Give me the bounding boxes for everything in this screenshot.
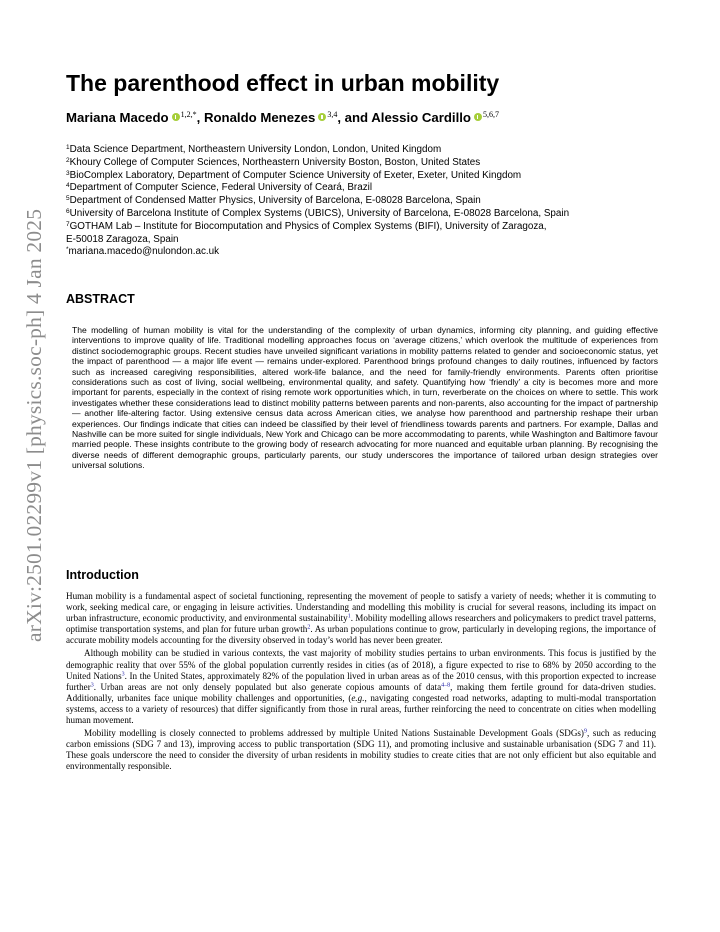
paragraph [66,591,656,646]
affiliation-mark: 5 [66,195,70,203]
orcid-icon[interactable] [318,113,326,121]
paper-title: The parenthood effect in urban mobility [66,70,500,96]
citation-link[interactable]: 4–8 [441,682,451,689]
affiliation-text: BioComplex Laboratory, Department of Computer Science University of Exeter, Exeter, United Kingdom [69,169,522,181]
corresponding-email [66,246,666,259]
text-run: , such as reducing carbon emissions (SDG 7 and 13), improving access to public transportation (SDG 11), and promoting inclusive and sustainable urbanisation (SDG 7 and 11). These goals underscore the need to consider the diversity of urban residents in mobility studies to create cities that are not only efficient but also equitable and environmentally responsible. [66,728,656,772]
affiliation-mark: 7 [66,220,70,228]
affiliation-mark: 1 [66,144,70,151]
paragraph [66,728,656,772]
affiliation-mark: 2 [66,156,70,164]
affiliation-mark: 4 [66,182,70,190]
text-run: , navigating congested road networks, adapting to multi-modal transportation systems, access to a variety of resources) that differ significantly from those in rural areas, further reinforcing the need to concentrate on cities when modelling human movement. [66,692,656,726]
author-name: Ronaldo Menezes [203,110,316,125]
abstract-heading: ABSTRACT [66,292,135,306]
author-separator: , and [337,110,372,125]
arxiv-identifier: arXiv:2501.02299v1 [physics.soc-ph] 4 Jan 2025 [22,208,46,642]
affiliation-item [66,234,666,247]
author-name: Alessio Cardillo [371,110,471,125]
email-link[interactable]: mariana.macedo@nulondon.ac.uk [68,246,220,258]
affiliation-item [66,170,666,183]
text-run: . As urban populations continue to grow, particularly in developing regions, the importance of accurate mobility models accounting for the diversity observed in today’s world has never been greater. [66,624,656,646]
affiliation-text: GOTHAM Lab – Institute for Biocomputation and Physics of Complex Systems (BIFI), University of Zaragoza, [69,220,547,232]
text-run: Human mobility is a fundamental aspect of societal functioning, representing the movement of people to satisfy a variety of needs; whether it is commuting to work, seeking medical care, or engaging in leisure activities. Understanding and modelling this mobility is crucial for several reasons, including its impact on urban infrastructure, economic productivity, and environmental sustainability [66,591,656,624]
affiliation-text: Data Science Department, Northeastern University London, London, United Kingdom [69,144,442,155]
author-separator: , [196,110,204,125]
author-list [66,109,499,127]
affiliation-text: Department of Computer Science, Federal University of Ceará, Brazil [69,182,373,194]
citation-link[interactable]: 3 [90,682,94,689]
citation-link[interactable]: 1 [347,613,351,620]
affiliation-item [66,144,666,157]
orcid-icon[interactable] [172,113,180,121]
text-run: . Mobility modelling allows researchers and policymakers to predict travel patterns, optimise transportation systems, and plan for future urban growth [66,613,656,635]
author-affiliation-marks: 5,6,7 [482,110,499,119]
text-run: Mobility modelling is closely connected to problems addressed by multiple United Nations Sustainable Development Goals (SDGs) [84,728,584,739]
citation-link[interactable]: 2 [307,624,311,631]
abstract-text: The modelling of human mobility is vital for the understanding of the complexity of urban dynamics, informing city planning, and guiding effective interventions to improve quality of life. Traditional modelling approaches focus on ‘average citizens,’ which overlook the multitude of experiences from distinct sociodemographic groups. Recent studies have unveiled significant variations in mobility patterns related to gender and socioeconomic status, yet the impact of parenthood — a major life event — remains under-explored. Parenthood brings profound changes to daily routines, influenced by factors such as increased caregiving responsibilities, altered work-life balance, and the need for family-friendly environments. Parents often prioritise considerations such as cost of living, social wellbeing, environmental quality, and safety. Quantifying how ‘friendly’ a city is becomes more and more important for parents, especially in the context of rising remote work opportunities which, in turn, reverberate on the choices on where to settle. This work investigates whether these considerations lead to distinct mobility patterns between parents and non-parents, also accounting for the impact of partnership — another life-altering factor. Using extensive census data across American cities, we analyse how parenthood and partnership reshape their urban experiences. Our findings indicate that cities can indeed be classified by their level of friendliness towards parents and partners. For example, Dallas and Nashville can be more suited for single individuals, New York and Chicago can be more accommodating to parents, while Washington and Baltimore favour married people. These insights contribute to the growing body of research advocating for more nuanced and equitable urban planning. By recognising the diverse needs of different demographic groups, particularly parents, our study underscores the importance of tailored urban design strategies over universal solutions. [72,325,658,471]
affiliation-list [66,144,666,259]
paragraph [66,648,656,726]
text-run: . Urban areas are not only densely populated but also generate copious amounts of data [93,681,442,692]
affiliation-item [66,182,666,195]
author-affiliation-marks: 3,4 [327,110,338,119]
text-run: Although mobility can be studied in various contexts, the vast majority of mobility studies pertains to urban environments. This focus is justified by the demographic reality that over 55% of the global population currently resides in cities (as of 2018), a figure expected to rise to 68% by 2050 according to the United Nations [66,648,656,681]
text-run: , making them fertile ground for data-driven studies. Additionally, urbanites face unique mobility challenges and opportunities, ( [66,681,656,703]
affiliation-text: Department of Condensed Matter Physics, University of Barcelona, E-08028 Barcelona, Spain [69,195,481,207]
introduction-heading: Introduction [66,568,139,582]
affiliation-item [66,221,666,234]
affiliation-text: University of Barcelona Institute of Complex Systems (UBICS), University of Barcelona, E-08028 Barcelona, Spain [69,207,570,219]
affiliation-text: E-50018 Zaragoza, Spain [66,233,179,245]
affiliation-item [66,208,666,221]
affiliation-mark: 3 [66,169,70,177]
introduction-body [66,591,656,773]
author-affiliation-marks: 1,2,* [180,110,197,119]
citation-link[interactable]: 9 [583,728,587,735]
affiliation-mark: 6 [66,207,70,215]
affiliation-item [66,195,666,208]
affiliation-mark: * [66,246,69,254]
text-run: . In the United States, approximately 82% of the population lived in urban areas as of the 2010 census, with this proportion expected to increase further [66,670,656,692]
affiliation-item [66,157,666,170]
author-name: Mariana Macedo [66,110,169,125]
affiliation-text: Khoury College of Computer Sciences, Northeastern University Boston, Boston, United States [69,156,481,168]
text-run-italic: e.g. [351,692,365,703]
orcid-icon[interactable] [474,113,482,121]
citation-link[interactable]: 3 [121,671,125,678]
